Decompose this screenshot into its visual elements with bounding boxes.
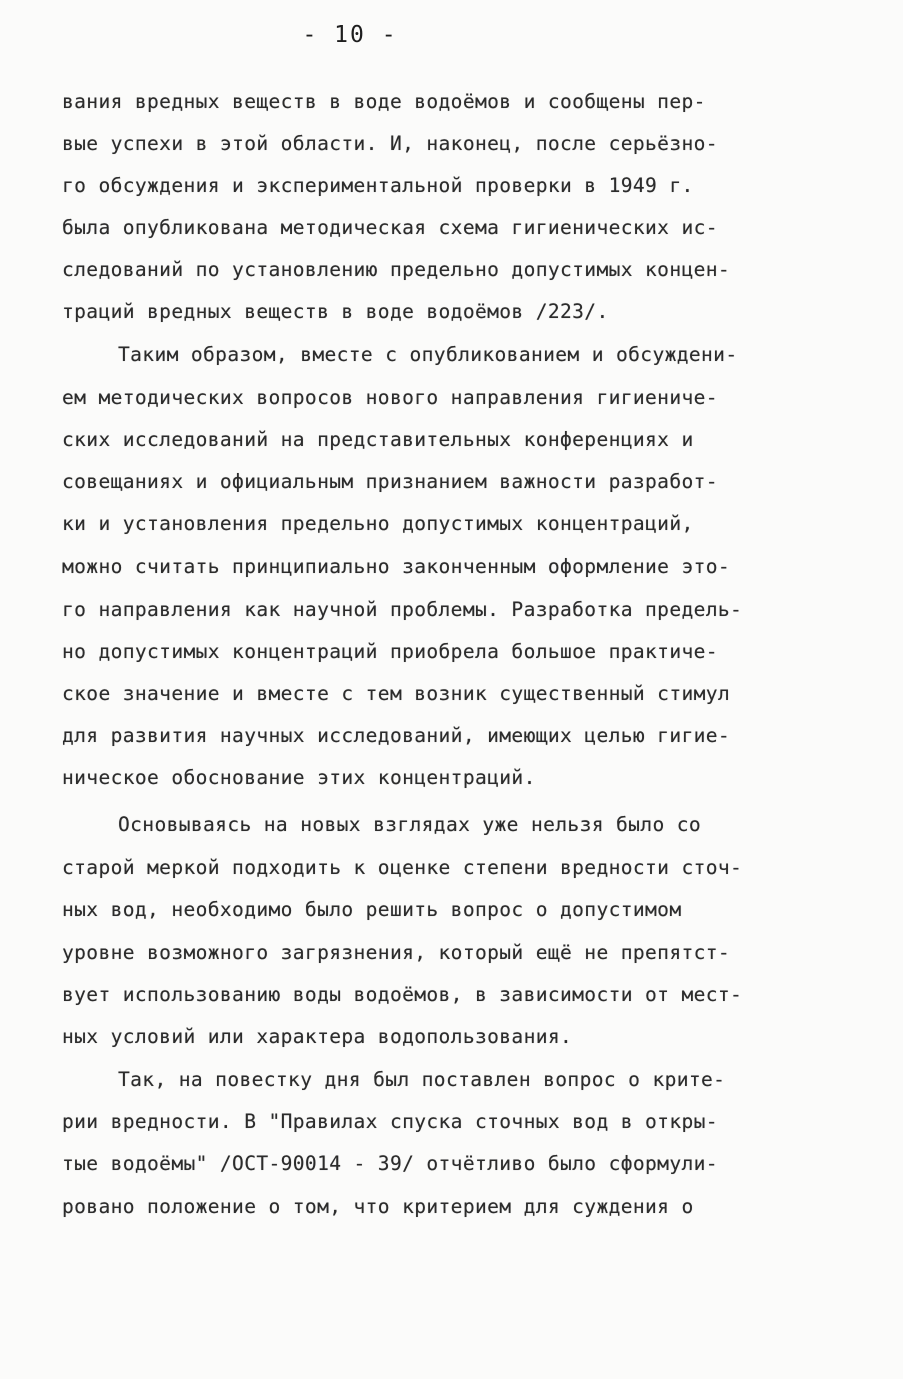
text-line: ническое обоснование этих концентраций. xyxy=(62,766,536,789)
text-line: го обсуждения и экспериментальной проверки в 1949 г. xyxy=(62,174,694,197)
text-line: рии вредности. В "Правилах спуска сточных вод в откры- xyxy=(62,1110,718,1133)
text-line: уровне возможного загрязнения, который ещё не препятст- xyxy=(62,941,731,964)
text-line: го направления как научной проблемы. Разработка предель- xyxy=(62,598,743,621)
text-line: ровано положение о том, что критерием для суждения о xyxy=(62,1195,694,1218)
text-line: вует использованию воды водоёмов, в зависимости от мест- xyxy=(62,983,743,1006)
page-number: - 10 - xyxy=(302,22,398,48)
text-line: ских исследований на представительных конференциях и xyxy=(62,428,694,451)
text-line: траций вредных веществ в воде водоёмов /223/. xyxy=(62,300,609,323)
text-line: совещаниях и официальным признанием важности разработ- xyxy=(62,470,718,493)
text-line: старой меркой подходить к оценке степени вредности сточ- xyxy=(62,856,743,879)
text-line: тые водоёмы" /ОСТ-90014 - 39/ отчётливо было сформули- xyxy=(62,1152,718,1175)
text-line: ных вод, необходимо было решить вопрос о допустимом xyxy=(62,898,682,921)
text-line: но допустимых концентраций приобрела большое практиче- xyxy=(62,640,718,663)
paragraph-first-line: Так, на повестку дня был поставлен вопрос о крите- xyxy=(118,1068,726,1091)
text-line: следований по установлению предельно допустимых концен- xyxy=(62,258,731,281)
paragraph-first-line: Основываясь на новых взглядах уже нельзя было со xyxy=(118,813,702,836)
text-line: вые успехи в этой области. И, наконец, после серьёзно- xyxy=(62,132,718,155)
text-line: ных условий или характера водопользования. xyxy=(62,1025,573,1048)
text-line: ки и установления предельно допустимых концентраций, xyxy=(62,512,694,535)
text-line: ем методических вопросов нового направления гигиениче- xyxy=(62,386,718,409)
text-line: для развития научных исследований, имеющих целью гигие- xyxy=(62,724,731,747)
text-line: можно считать принципиально законченным оформление это- xyxy=(62,555,731,578)
text-line: ское значение и вместе с тем возник существенный стимул xyxy=(62,682,731,705)
text-line: вания вредных веществ в воде водоёмов и сообщены пер- xyxy=(62,90,706,113)
paragraph-first-line: Таким образом, вместе с опубликованием и обсуждени- xyxy=(118,343,738,366)
text-line: была опубликована методическая схема гигиенических ис- xyxy=(62,216,718,239)
